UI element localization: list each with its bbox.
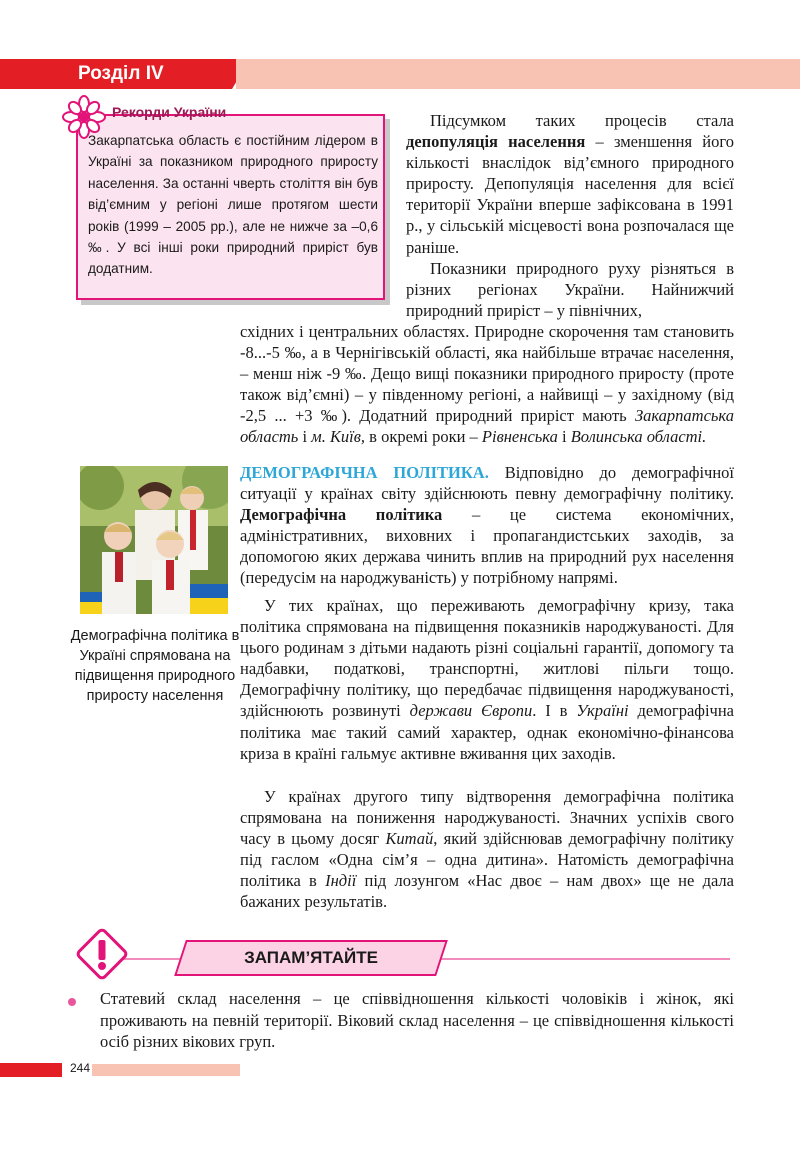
section-heading: ДЕМОГРАФІЧНА ПОЛІТИКА. <box>240 463 489 482</box>
paragraph-second-type: У країнах другого типу відтворення демографічна політика спрямована на пониження народжуваності. Значних успіхів свого часу в цьому досяг Китай, який здійснював демографічну політику під гаслом «Одна сім’я – одна дитина». Натомість демографічна політика в Індії під лозунгом «Нас двоє – нам двох» ще не дала бажаних результатів. <box>240 787 734 912</box>
footer-pink-band <box>92 1064 240 1076</box>
section-title: Розділ IV <box>78 63 164 84</box>
header-pink-band <box>236 59 800 89</box>
bullet-icon <box>68 998 76 1006</box>
paragraph-regions-start: Показники природного руху різняться в різних регіонах України. Найнижчий природний приріст – у північних, <box>406 259 734 321</box>
records-text: Закарпатська область є постійним лідером в Україні за показником природного приросту населення. За останні чверть століття він був від’ємним у регіоні лише протягом шести років (1999 – 2005 рр.), але не нижче за –0,6 ‰. У всі інші роки природний приріст був додатним. <box>88 133 378 277</box>
records-title: Рекорди України <box>112 104 227 120</box>
paragraph-regions: східних і центральних областях. Природне скорочення там становить -8...-5 ‰, а в Чернігівській області, яка найбільше втрачає населення, – менш ніж -9 ‰. Дещо вищі показники природного приросту (проте також від’ємні) – у південному регіоні, а найвищі – у західному (від -2,5 ... +3 ‰). Додатний природний приріст мають Закарпатська область і м. Київ, в окремі роки – Рівненська і Волинська області. <box>240 322 734 447</box>
page-number: 244 <box>70 1061 91 1075</box>
photo-caption: Демографічна політика в Україні спрямована на підвищення природного приросту населення <box>70 628 240 704</box>
paragraph-demographic-policy: ДЕМОГРАФІЧНА ПОЛІТИКА. Відповідно до демографічної ситуації у країнах світу здійснюють певну демографічну політику. Демографічна політика – це система економічних, адміністративних, виховних і пропагандистських заходів, за допомогою яких держава чинить вплив на природний рух населення (передусім на народжуваність) у потрібному напрямі. <box>240 463 734 588</box>
paragraph-depopulation: Підсумком таких процесів стала депопуляція населення – зменшення його кількості внаслідок від’ємного природного приросту. Депопуляція населення для всієї території України вперше зафіксована в 1991 р., у сільській місцевості вона розпочалася ще раніше. <box>406 111 734 257</box>
remember-title: ЗАПАМ’ЯТАЙТЕ <box>244 948 378 967</box>
footer-red-band <box>0 1063 62 1077</box>
family-photo <box>80 466 228 614</box>
remember-text: Статевий склад населення – це співвідношення кількості чоловіків і жінок, які проживають на певній території. Віковий склад населення – це співвідношення кількості осіб різних вікових груп. <box>100 989 734 1051</box>
paragraph-crisis-countries: У тих країнах, що переживають демографічну кризу, така політика спрямована на підвищення показників народжуваності. Для цього родинам з дітьми надають різні соціальні гарантії, допомогу та надбавки, податкові, транспортні, житлові пільги тощо. Демографічну політику, що передбачає підвищення народжуваності, здійснюють розвинуті держави Європи. І в Україні демографічна політика має такий самий характер, однак економічно-фінансова криза в країні гальмує активне вживання цих заходів. <box>240 596 734 763</box>
exclamation-icon <box>76 928 128 980</box>
